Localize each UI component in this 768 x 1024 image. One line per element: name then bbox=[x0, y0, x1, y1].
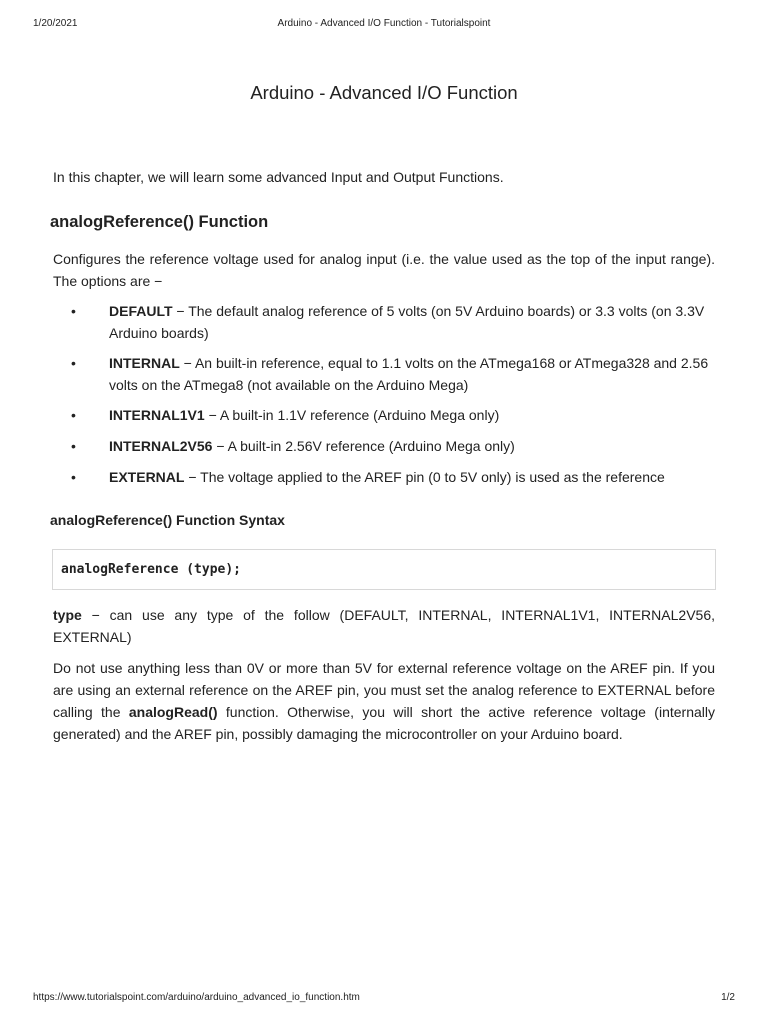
warning-paragraph bbox=[53, 657, 715, 745]
analogread-function-name: analogRead() bbox=[128, 704, 218, 720]
print-footer bbox=[33, 992, 735, 1006]
warning-text-part2: function. Otherwise, you will short the active reference voltage (internally generated) and the AREF pin, possibly damaging the microcontroller on your Arduino board. bbox=[53, 704, 715, 742]
option-term: INTERNAL bbox=[109, 355, 180, 371]
option-term: EXTERNAL bbox=[109, 469, 185, 485]
page-number: 1/2 bbox=[721, 992, 735, 1003]
option-desc: − An built-in reference, equal to 1.1 volts on the ATmega168 or ATmega328 and 2.56 volts on the ATmega8 (not available on the Arduino Mega) bbox=[109, 355, 709, 393]
option-desc: − A built-in 1.1V reference (Arduino Mega only) bbox=[204, 407, 500, 423]
code-text: analogReference (type); bbox=[61, 562, 242, 577]
option-desc: − The voltage applied to the AREF pin (0 to 5V only) is used as the reference bbox=[184, 469, 665, 485]
bullet-icon: • bbox=[71, 303, 76, 319]
print-date: 1/20/2021 bbox=[33, 18, 78, 29]
print-page-title: Arduino - Advanced I/O Function - Tutorialspoint bbox=[277, 18, 491, 29]
list-item bbox=[53, 435, 715, 457]
list-item bbox=[53, 300, 715, 344]
page-title: Arduino - Advanced I/O Function bbox=[250, 82, 518, 103]
option-term: DEFAULT bbox=[109, 303, 173, 319]
option-term: INTERNAL1V1 bbox=[109, 407, 205, 423]
list-item bbox=[53, 466, 715, 488]
bullet-icon: • bbox=[71, 469, 76, 485]
list-item bbox=[53, 352, 715, 396]
type-desc: − can use any type of the follow (DEFAULT, INTERNAL, INTERNAL1V1, INTERNAL2V56, EXTERNAL) bbox=[53, 607, 715, 645]
warning-text-part1: Do not use anything less than 0V or more than 5V for external reference voltage on the AREF pin. If you are using an external reference on the AREF pin, you must set the analog reference to EXTERNAL before calling the bbox=[53, 660, 715, 720]
option-desc: − The default analog reference of 5 volts (on 5V Arduino boards) or 3.3 volts (on 3.3V Arduino boards) bbox=[109, 303, 705, 341]
option-desc: − A built-in 2.56V reference (Arduino Mega only) bbox=[212, 438, 515, 454]
code-block bbox=[52, 549, 716, 590]
intro-paragraph: In this chapter, we will learn some advanced Input and Output Functions. bbox=[53, 169, 504, 185]
syntax-heading: analogReference() Function Syntax bbox=[50, 512, 285, 528]
options-list bbox=[53, 300, 715, 488]
type-paragraph bbox=[53, 604, 715, 648]
bullet-icon: • bbox=[71, 407, 76, 423]
print-header bbox=[33, 18, 735, 32]
bullet-icon: • bbox=[71, 355, 76, 371]
type-term: type bbox=[53, 607, 82, 623]
bullet-icon: • bbox=[71, 438, 76, 454]
configures-paragraph: Configures the reference voltage used for analog input (i.e. the value used as the top of the input range). The options are − bbox=[53, 251, 715, 289]
option-term: INTERNAL2V56 bbox=[109, 438, 213, 454]
list-item bbox=[53, 404, 715, 426]
section-heading: analogReference() Function bbox=[50, 213, 269, 231]
page-url: https://www.tutorialspoint.com/arduino/arduino_advanced_io_function.htm bbox=[33, 992, 360, 1003]
